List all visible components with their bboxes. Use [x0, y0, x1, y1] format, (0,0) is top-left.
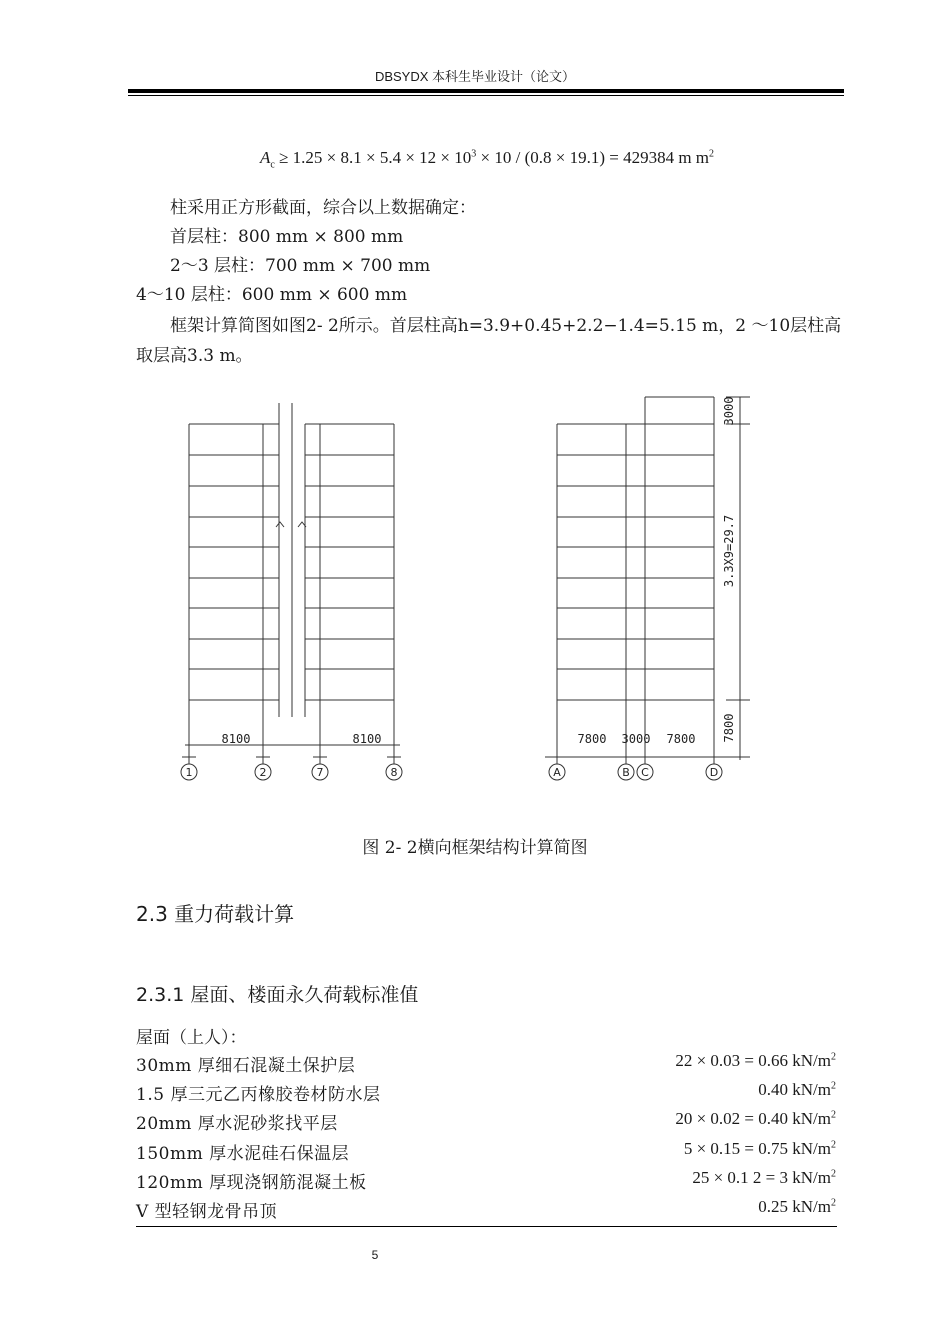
load-unit-exp: 2 [831, 1080, 836, 1092]
formula-unit-exp: 2 [709, 148, 715, 160]
right-dim-2: 3000 [621, 732, 651, 746]
load-row [136, 1080, 836, 1106]
load-value [675, 1051, 836, 1071]
figure-caption: 图 2- 2横向框架结构计算简图 [362, 838, 588, 858]
load-value-text: 0.40 [758, 1080, 793, 1099]
vertical-dim-bottom: 7800 [722, 713, 736, 743]
axis-label-C: C [641, 766, 649, 779]
load-unit-exp: 2 [831, 1109, 836, 1121]
load-unit: kN/m [792, 1197, 831, 1216]
axis-label-8: 8 [390, 766, 398, 779]
axis-label-A: A [553, 766, 561, 779]
axis-label-1: 1 [185, 766, 193, 779]
load-value [684, 1139, 836, 1159]
loads-intro: 屋面（上人）： [136, 1028, 247, 1048]
axis-label-2: 2 [259, 766, 267, 779]
load-row [136, 1109, 836, 1135]
load-unit-exp: 2 [831, 1197, 836, 1209]
left-dim-1: 8100 [221, 732, 251, 746]
load-unit-exp: 2 [831, 1168, 836, 1180]
load-value-text: 5 × 0.15 = 0.75 [683, 1139, 793, 1158]
vertical-dim-middle: 3.3X9=29.7 [722, 514, 736, 588]
load-value [675, 1109, 836, 1129]
load-name: 20mm 厚水泥砂浆找平层 [136, 1114, 338, 1134]
axis-label-D: D [709, 766, 719, 779]
load-row [136, 1139, 836, 1165]
load-name: 1.5 厚三元乙丙橡胶卷材防水层 [136, 1085, 381, 1105]
load-unit-exp: 2 [831, 1139, 836, 1151]
load-name: 120mm 厚现浇钢筋混凝土板 [136, 1173, 367, 1193]
load-unit-exp: 2 [831, 1051, 836, 1063]
load-value [758, 1080, 836, 1100]
formula-lhs: A [260, 148, 271, 167]
load-name: 30mm 厚细石混凝土保护层 [136, 1056, 356, 1076]
formula-lhs-sub: c [270, 159, 275, 171]
left-dim-2: 8100 [352, 732, 382, 746]
subsection-heading: 2.3.1 屋面、楼面永久荷载标准值 [136, 984, 419, 1006]
load-value-text: 0.25 [758, 1197, 793, 1216]
paragraph-5: 框架计算简图如图2- 2所示。首层柱高h=3.9+0.45+2.2−1.4=5.15 m，2 ～10层柱高 [170, 316, 842, 336]
paragraph-2: 首层柱：800 mm × 800 mm [170, 227, 404, 247]
load-value-text: 22 × 0.03 = 0.66 [675, 1051, 793, 1070]
axis-label-B: B [622, 766, 630, 779]
formula-body: ≥ 1.25 × 8.1 × 5.4 × 12 × 10 [274, 148, 472, 167]
load-row [136, 1051, 836, 1077]
paragraph-3: 2～3 层柱：700 mm × 700 mm [170, 256, 431, 276]
load-unit: kN/m [792, 1139, 831, 1158]
page-number: 5 [371, 1248, 379, 1262]
section-heading: 2.3 重力荷载计算 [136, 902, 295, 926]
formula-tail: × 10 / (0.8 × 19.1) = 429384 m m [476, 148, 710, 167]
table-bottom-rule [136, 1226, 837, 1227]
load-value-text: 20 × 0.02 = 0.40 [675, 1109, 793, 1128]
right-frame [545, 397, 750, 780]
load-unit: kN/m [792, 1051, 831, 1070]
paragraph-1: 柱采用正方形截面，综合以上数据确定： [170, 198, 476, 218]
right-dim-3: 7800 [666, 732, 696, 746]
load-name: V 型轻钢龙骨吊顶 [136, 1202, 278, 1222]
load-value-text: 25 × 0.1 2 = 3 [692, 1168, 793, 1187]
load-name: 150mm 厚水泥硅石保温层 [136, 1144, 350, 1164]
load-value [758, 1197, 836, 1217]
paragraph-6: 取层高3.3 m。 [136, 346, 253, 366]
vertical-dim-top: 3000 [722, 396, 736, 426]
load-value [692, 1168, 836, 1188]
load-unit: kN/m [792, 1168, 831, 1187]
load-unit: kN/m [792, 1080, 831, 1099]
formula-exp: 3 [471, 148, 477, 160]
load-row [136, 1197, 836, 1223]
load-unit: kN/m [792, 1109, 831, 1128]
load-row [136, 1168, 836, 1194]
paragraph-4: 4～10 层柱：600 mm × 600 mm [136, 285, 408, 305]
right-dim-1: 7800 [577, 732, 607, 746]
page-header: DBSYDX 本科生毕业设计（论文） [374, 69, 576, 84]
left-frame [181, 403, 402, 780]
axis-label-7: 7 [316, 766, 324, 779]
